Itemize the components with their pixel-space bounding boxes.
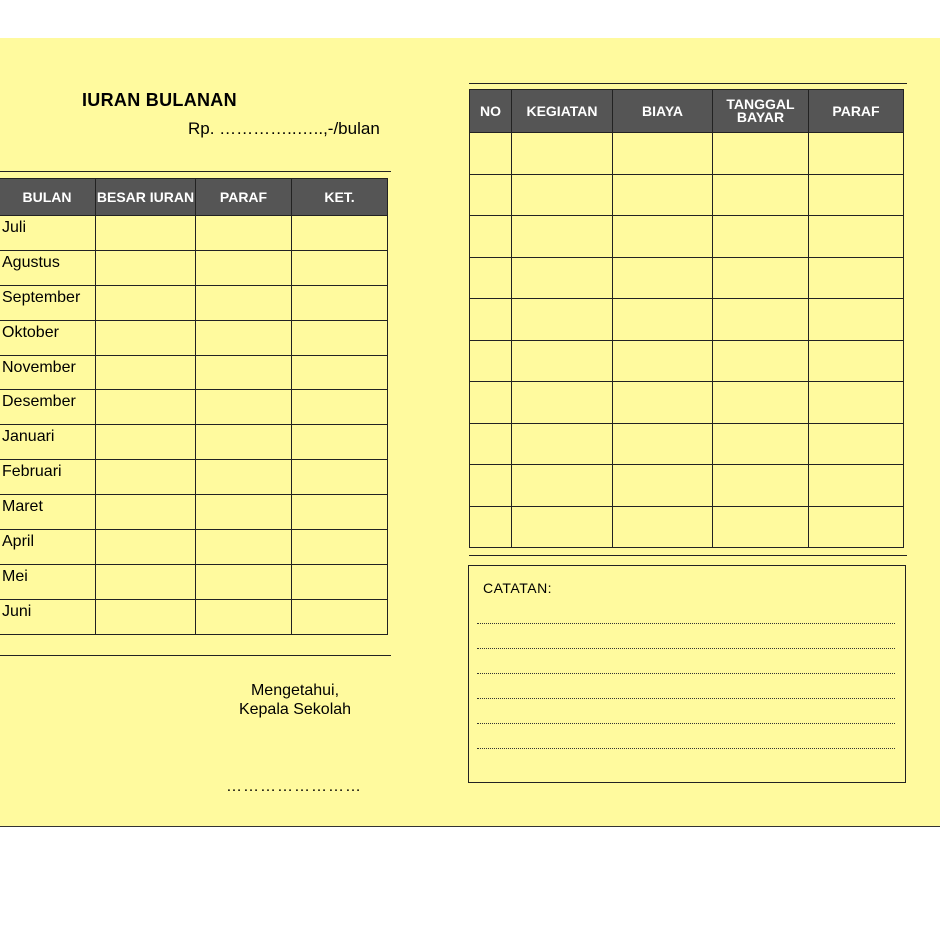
biaya-cell[interactable] <box>613 257 713 299</box>
ket-cell[interactable] <box>292 320 388 355</box>
ket-cell[interactable] <box>292 355 388 390</box>
ket-cell[interactable] <box>292 599 388 634</box>
paraf-cell[interactable] <box>809 340 904 382</box>
right-table-rule-bottom <box>469 555 907 556</box>
ket-cell[interactable] <box>292 285 388 320</box>
biaya-cell[interactable] <box>613 506 713 548</box>
no-cell[interactable] <box>470 174 512 216</box>
biaya-cell[interactable] <box>613 465 713 507</box>
paraf-cell[interactable] <box>196 355 292 390</box>
amount-cell[interactable] <box>96 216 196 251</box>
paraf-cell[interactable] <box>196 495 292 530</box>
monthly-fee-table <box>0 178 388 635</box>
ket-cell[interactable] <box>292 564 388 599</box>
month-row <box>0 530 388 565</box>
month-label: Oktober <box>0 320 96 355</box>
tanggal-cell[interactable] <box>713 340 809 382</box>
rate-line: Rp. …………..…..,-/bulan <box>188 119 380 138</box>
month-row <box>0 355 388 390</box>
notes-line[interactable] <box>477 748 895 749</box>
month-label: Januari <box>0 425 96 460</box>
activity-row <box>470 299 904 341</box>
tanggal-cell[interactable] <box>713 216 809 258</box>
signature-placeholder: …………………… <box>226 778 362 795</box>
paraf-cell[interactable] <box>196 320 292 355</box>
paraf-cell[interactable] <box>809 506 904 548</box>
month-label: Februari <box>0 460 96 495</box>
kegiatan-cell[interactable] <box>512 257 613 299</box>
notes-label: CATATAN: <box>483 580 553 596</box>
no-cell[interactable] <box>470 299 512 341</box>
amount-cell[interactable] <box>96 285 196 320</box>
left-table-rule-top <box>0 171 391 172</box>
page-title: IURAN BULANAN <box>82 90 237 110</box>
paraf-cell[interactable] <box>809 257 904 299</box>
amount-cell[interactable] <box>96 460 196 495</box>
month-row <box>0 495 388 530</box>
kegiatan-cell[interactable] <box>512 465 613 507</box>
paraf-cell[interactable] <box>809 299 904 341</box>
month-label: Desember <box>0 390 96 425</box>
notes-line[interactable] <box>477 723 895 724</box>
signature-line2: Kepala Sekolah <box>238 701 352 718</box>
amount-cell[interactable] <box>96 495 196 530</box>
biaya-cell[interactable] <box>613 133 713 175</box>
month-label: Juli <box>0 216 96 251</box>
kegiatan-cell[interactable] <box>512 506 613 548</box>
activity-row <box>470 216 904 258</box>
paraf-cell[interactable] <box>196 460 292 495</box>
col-header-ket: KET. <box>292 179 388 216</box>
no-cell[interactable] <box>470 340 512 382</box>
notes-line[interactable] <box>477 673 895 674</box>
tanggal-cell[interactable] <box>713 133 809 175</box>
paraf-cell[interactable] <box>809 174 904 216</box>
col-header-tanggal-bayar: TANGGAL BAYAR <box>713 90 809 133</box>
tanggal-cell[interactable] <box>713 257 809 299</box>
tanggal-cell[interactable] <box>713 465 809 507</box>
biaya-cell[interactable] <box>613 340 713 382</box>
paraf-cell[interactable] <box>196 285 292 320</box>
card-background <box>0 38 940 827</box>
kegiatan-cell[interactable] <box>512 382 613 424</box>
tanggal-cell[interactable] <box>713 174 809 216</box>
amount-cell[interactable] <box>96 564 196 599</box>
kegiatan-cell[interactable] <box>512 174 613 216</box>
tanggal-cell[interactable] <box>713 506 809 548</box>
right-table-rule-top <box>469 83 907 84</box>
col-header-biaya: BIAYA <box>613 90 713 133</box>
ket-cell[interactable] <box>292 425 388 460</box>
month-label: April <box>0 530 96 565</box>
month-row <box>0 599 388 634</box>
amount-cell[interactable] <box>96 320 196 355</box>
kegiatan-cell[interactable] <box>512 423 613 465</box>
activity-row <box>470 506 904 548</box>
tanggal-cell[interactable] <box>713 299 809 341</box>
activity-row <box>470 133 904 175</box>
paraf-cell[interactable] <box>196 564 292 599</box>
left-table-rule-bottom <box>0 655 391 656</box>
biaya-cell[interactable] <box>613 382 713 424</box>
ket-cell[interactable] <box>292 530 388 565</box>
activity-table <box>469 89 904 548</box>
notes-line[interactable] <box>477 698 895 699</box>
tanggal-cell[interactable] <box>713 382 809 424</box>
ket-cell[interactable] <box>292 495 388 530</box>
activity-row <box>470 257 904 299</box>
month-row <box>0 460 388 495</box>
month-label: September <box>0 285 96 320</box>
notes-box <box>468 565 906 783</box>
paraf-cell[interactable] <box>196 425 292 460</box>
month-row <box>0 216 388 251</box>
col-header-besar-iuran: BESAR IURAN <box>96 179 196 216</box>
ket-cell[interactable] <box>292 460 388 495</box>
activity-row <box>470 340 904 382</box>
kegiatan-cell[interactable] <box>512 133 613 175</box>
month-label: November <box>0 355 96 390</box>
no-cell[interactable] <box>470 465 512 507</box>
paraf-cell[interactable] <box>809 382 904 424</box>
month-row <box>0 564 388 599</box>
signature-line1: Mengetahui, <box>250 682 340 699</box>
month-row <box>0 320 388 355</box>
no-cell[interactable] <box>470 216 512 258</box>
biaya-cell[interactable] <box>613 216 713 258</box>
col-header-no: NO <box>470 90 512 133</box>
activity-row <box>470 382 904 424</box>
no-cell[interactable] <box>470 506 512 548</box>
kegiatan-cell[interactable] <box>512 216 613 258</box>
activity-table-body <box>470 133 904 548</box>
col-header-paraf-right: PARAF <box>809 90 904 133</box>
notes-line[interactable] <box>477 648 895 649</box>
activity-row <box>470 465 904 507</box>
amount-cell[interactable] <box>96 250 196 285</box>
amount-cell[interactable] <box>96 390 196 425</box>
month-label: Juni <box>0 599 96 634</box>
notes-line[interactable] <box>477 623 895 624</box>
activity-row <box>470 174 904 216</box>
amount-cell[interactable] <box>96 599 196 634</box>
month-row <box>0 425 388 460</box>
biaya-cell[interactable] <box>613 423 713 465</box>
month-label: Agustus <box>0 250 96 285</box>
col-header-paraf: PARAF <box>196 179 292 216</box>
tanggal-cell[interactable] <box>713 423 809 465</box>
paraf-cell[interactable] <box>196 599 292 634</box>
ket-cell[interactable] <box>292 390 388 425</box>
paraf-cell[interactable] <box>809 133 904 175</box>
paraf-cell[interactable] <box>196 216 292 251</box>
paraf-cell[interactable] <box>809 423 904 465</box>
ket-cell[interactable] <box>292 216 388 251</box>
paraf-cell[interactable] <box>809 465 904 507</box>
month-row <box>0 285 388 320</box>
col-header-bulan: BULAN <box>0 179 96 216</box>
monthly-table-body <box>0 216 388 635</box>
biaya-cell[interactable] <box>613 174 713 216</box>
biaya-cell[interactable] <box>613 299 713 341</box>
month-label: Mei <box>0 564 96 599</box>
no-cell[interactable] <box>470 133 512 175</box>
no-cell[interactable] <box>470 257 512 299</box>
amount-cell[interactable] <box>96 355 196 390</box>
amount-cell[interactable] <box>96 530 196 565</box>
paraf-cell[interactable] <box>809 216 904 258</box>
no-cell[interactable] <box>470 423 512 465</box>
ket-cell[interactable] <box>292 250 388 285</box>
amount-cell[interactable] <box>96 425 196 460</box>
paraf-cell[interactable] <box>196 250 292 285</box>
month-row <box>0 250 388 285</box>
col-header-kegiatan: KEGIATAN <box>512 90 613 133</box>
paraf-cell[interactable] <box>196 530 292 565</box>
kegiatan-cell[interactable] <box>512 340 613 382</box>
signature-block <box>230 681 360 719</box>
kegiatan-cell[interactable] <box>512 299 613 341</box>
paraf-cell[interactable] <box>196 390 292 425</box>
no-cell[interactable] <box>470 382 512 424</box>
activity-row <box>470 423 904 465</box>
month-row <box>0 390 388 425</box>
month-label: Maret <box>0 495 96 530</box>
